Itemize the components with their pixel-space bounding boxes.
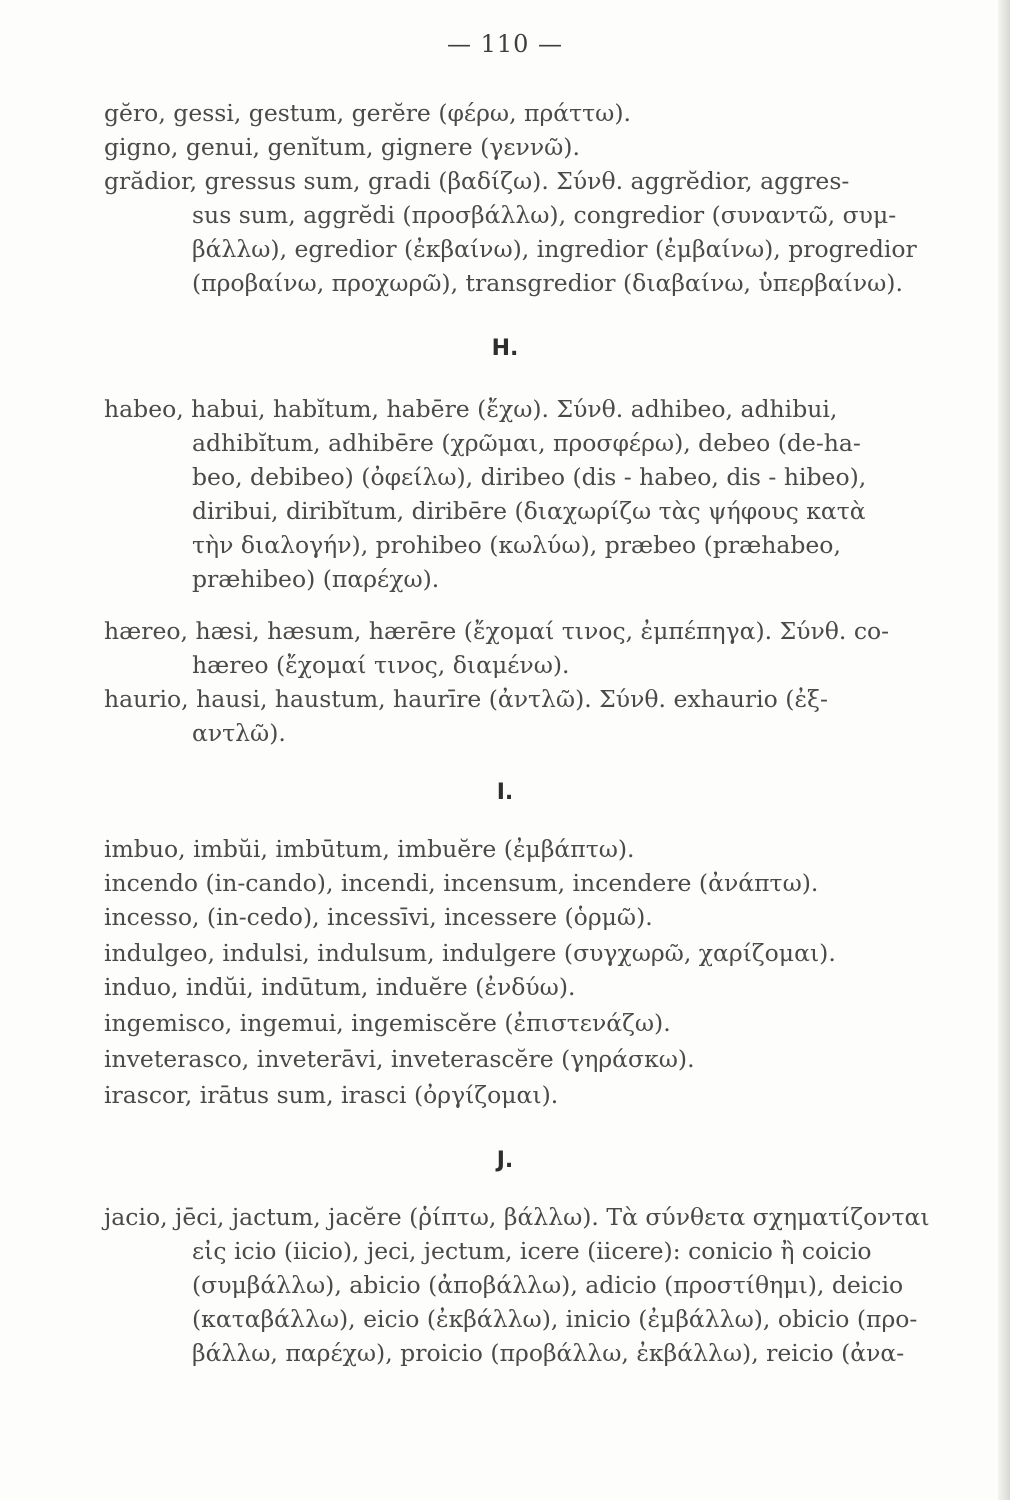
entry-line: diribui, diribĭtum, diribēre (διαχωρίζω τὰς ψήφους κατὰ bbox=[192, 497, 866, 525]
entry-line: gĕro, gessi, gestum, gerĕre (φέρω, πράττω). bbox=[104, 99, 631, 127]
entry-line: induo, indŭi, indūtum, induĕre (ἐνδύω). bbox=[104, 973, 576, 1001]
entry-indulgeo bbox=[104, 936, 934, 970]
entry-line: haurio, hausi, haustum, haurīre (ἀντλῶ). Σύνθ. exhaurio (ἐξ- bbox=[104, 685, 828, 713]
entry-line: τὴν διαλογήν), prohibeo (κωλύω), præbeo (præhabeo, bbox=[192, 531, 841, 559]
entry-irascor bbox=[104, 1078, 934, 1112]
entry-line: habeo, habui, habĭtum, habēre (ἔχω). Σύνθ. adhibeo, adhibui, bbox=[104, 395, 838, 423]
entry-line: (συμβάλλω), abicio (ἀποβάλλω), adicio (προστίθημι), deicio bbox=[192, 1271, 904, 1299]
section-letter-j: J. bbox=[496, 1148, 514, 1173]
entry-line: adhibĭtum, adhibēre (χρῶμαι, προσφέρω), debeo (de-ha- bbox=[192, 429, 861, 457]
entry-ingemisco bbox=[104, 1006, 934, 1040]
section-letter-h: H. bbox=[491, 336, 519, 361]
entry-line: sus sum, aggrĕdi (προσβάλλω), congredior (συναντῶ, συμ- bbox=[192, 201, 897, 229]
entry-line: indulgeo, indulsi, indulsum, indulgere (συγχωρῶ, χαρίζομαι). bbox=[104, 939, 836, 967]
section-letter-i: I. bbox=[496, 780, 514, 805]
entry-line: (προβαίνω, προχωρῶ), transgredior (διαβαίνω, ὑπερβαίνω). bbox=[192, 269, 903, 297]
entry-line: beo, debibeo) (ὀφείλω), diribeo (dis - habeo, dis - hibeo), bbox=[192, 463, 867, 491]
entry-line: grădior, gressus sum, gradi (βαδίζω). Σύνθ. aggrĕdior, aggres- bbox=[104, 167, 850, 195]
page-number: — 110 — bbox=[446, 30, 564, 58]
entry-line: βάλλω), egredior (ἐκβαίνω), ingredior (ἐμβαίνω), progredior bbox=[192, 235, 917, 263]
entry-line: gigno, genui, genĭtum, gignere (γεννῶ). bbox=[104, 133, 580, 161]
entry-haurio bbox=[104, 682, 934, 750]
entry-line: irascor, irātus sum, irasci (ὀργίζομαι). bbox=[104, 1081, 559, 1109]
entry-line: ingemisco, ingemui, ingemiscĕre (ἐπιστενάζω). bbox=[104, 1009, 671, 1037]
entry-habeo bbox=[104, 392, 934, 596]
entry-line: hæreo (ἔχομαί τινος, διαμένω). bbox=[192, 651, 570, 679]
entry-jacio bbox=[104, 1200, 934, 1370]
entry-gero bbox=[104, 96, 934, 130]
entry-gradior bbox=[104, 164, 934, 300]
entry-line: βάλλω, παρέχω), proicio (προβάλλω, ἐκβάλλω), reicio (ἀνα- bbox=[192, 1339, 905, 1367]
page-edge-shadow bbox=[998, 0, 1010, 1500]
entry-line: imbuo, imbŭi, imbūtum, imbuĕre (ἐμβάπτω). bbox=[104, 835, 635, 863]
entry-incendo bbox=[104, 866, 934, 900]
entry-imbuo bbox=[104, 832, 934, 866]
entry-line: incendo (in-cando), incendi, incensum, incendere (ἀνάπτω). bbox=[104, 869, 819, 897]
entry-gigno bbox=[104, 130, 934, 164]
entry-line: incesso, (in-cedo), incessīvi, incessere (ὁρμῶ). bbox=[104, 903, 653, 931]
entry-haereo bbox=[104, 614, 934, 682]
entry-line: εἰς icio (iicio), jeci, jectum, icere (iicere): conicio ἢ coicio bbox=[192, 1237, 872, 1265]
entry-induo bbox=[104, 970, 934, 1004]
entry-line: (καταβάλλω), eicio (ἐκβάλλω), inicio (ἐμβάλλω), obicio (προ- bbox=[192, 1305, 918, 1333]
entry-incesso bbox=[104, 900, 934, 934]
entry-line: αντλῶ). bbox=[192, 719, 286, 747]
entry-inveterasco bbox=[104, 1042, 934, 1076]
entry-line: præhibeo) (παρέχω). bbox=[192, 565, 440, 593]
entry-line: inveterasco, inveterāvi, inveterascĕre (γηράσκω). bbox=[104, 1045, 695, 1073]
entry-line: jacio, jēci, jactum, jacĕre (ῥίπτω, βάλλω). Τὰ σύνθετα σχηματίζονται bbox=[104, 1203, 930, 1231]
entry-line: hæreo, hæsi, hæsum, hærēre (ἔχομαί τινος, ἐμπέπηγα). Σύνθ. co- bbox=[104, 617, 890, 645]
